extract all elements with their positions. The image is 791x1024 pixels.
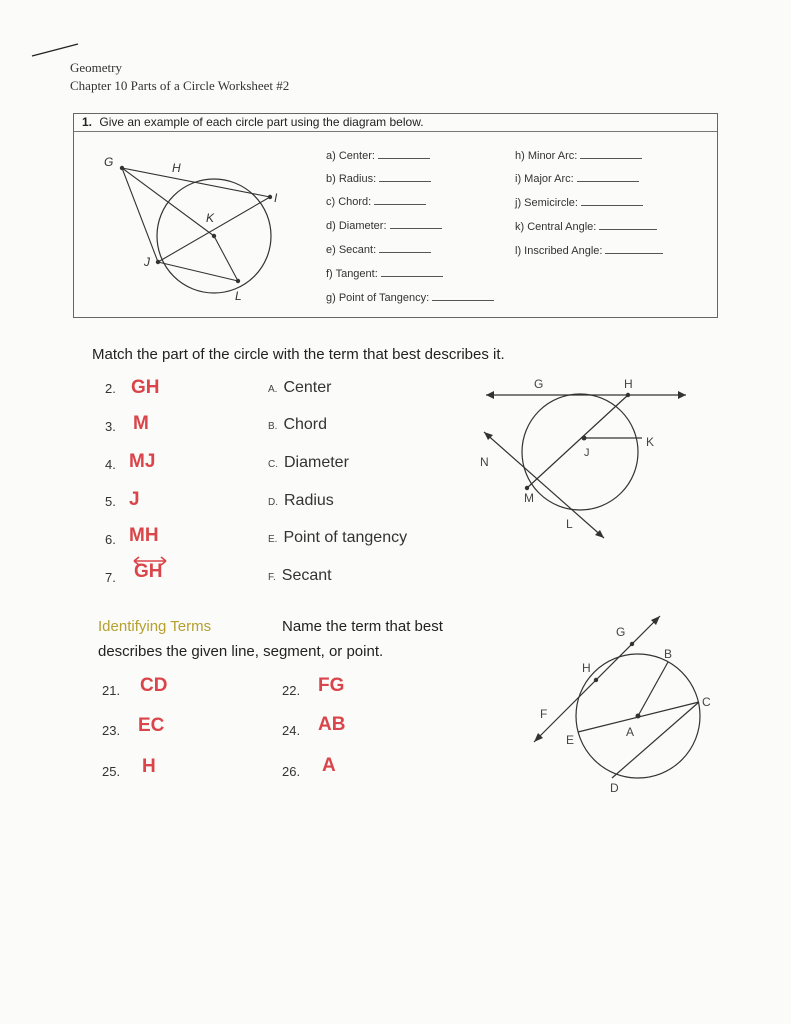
match-answer-6: MH: [129, 525, 159, 546]
answer-blank[interactable]: [379, 243, 431, 253]
answer-blank[interactable]: [432, 291, 494, 301]
match-label-m: M: [524, 491, 534, 505]
match-label-l: L: [566, 517, 573, 531]
identifying-instruction-b: describes the given line, segment, or point.: [98, 643, 384, 660]
pen-mark: [30, 40, 90, 60]
match-option-f: F. Secant: [268, 567, 332, 584]
match-num-5: 5.: [105, 494, 116, 509]
match-answer-2: GH: [131, 377, 160, 398]
identifying-heading: Identifying Terms: [98, 618, 212, 635]
id-label-h: H: [582, 661, 591, 675]
match-answer-4: MJ: [129, 451, 156, 472]
match-answer-5: J: [129, 489, 140, 510]
q1-label-h: H: [172, 161, 181, 175]
id-num-22: 22.: [282, 683, 301, 698]
id-answer-22: FG: [318, 675, 345, 696]
id-label-g: G: [616, 625, 626, 639]
q1-label-j: J: [144, 255, 150, 269]
id-answer-21: CD: [140, 675, 168, 696]
identifying-instruction-a: Name the term that best: [282, 618, 443, 635]
q1-item-e: e) Secant:: [326, 243, 431, 256]
id-label-c: C: [702, 695, 711, 709]
answer-blank[interactable]: [379, 172, 431, 182]
answer-blank[interactable]: [577, 172, 639, 182]
match-label-n: N: [480, 455, 489, 469]
match-num-3: 3.: [105, 419, 116, 434]
id-num-23: 23.: [102, 723, 121, 738]
id-label-b: B: [664, 647, 673, 661]
q1-item-i: i) Major Arc:: [515, 172, 639, 185]
matching-diagram: [470, 370, 700, 550]
q1-item-d: d) Diameter:: [326, 219, 442, 232]
match-option-a: A. Center: [268, 379, 332, 396]
question-1-instruction: Give an example of each circle part using the diagram below.: [99, 115, 424, 129]
q1-item-b: b) Radius:: [326, 172, 431, 185]
match-option-c: C. Diameter: [268, 454, 349, 471]
id-label-e: E: [566, 733, 575, 747]
match-num-2: 2.: [105, 381, 116, 396]
line-arrow-icon: [132, 556, 168, 566]
id-label-f: F: [540, 707, 548, 721]
match-label-k: K: [646, 435, 655, 449]
id-answer-23: EC: [138, 715, 165, 736]
match-label-g: G: [534, 377, 544, 391]
q1-item-h: h) Minor Arc:: [515, 149, 642, 162]
id-num-25: 25.: [102, 764, 121, 779]
q1-item-a: a) Center:: [326, 149, 430, 162]
id-label-d: D: [610, 781, 619, 795]
identifying-diagram: [520, 610, 720, 800]
match-option-d: D. Radius: [268, 492, 334, 509]
matching-instruction: Match the part of the circle with the term that best describes it.: [92, 346, 505, 363]
answer-blank[interactable]: [580, 149, 642, 159]
id-label-a: A: [626, 725, 635, 739]
id-answer-26: A: [322, 755, 336, 776]
match-answer-3: M: [133, 413, 149, 434]
answer-blank[interactable]: [599, 220, 657, 230]
match-num-7: 7.: [105, 570, 116, 585]
q1-item-j: j) Semicircle:: [515, 196, 643, 209]
answer-blank[interactable]: [378, 149, 430, 159]
match-option-e: E. Point of tangency: [268, 529, 408, 546]
answer-blank[interactable]: [374, 195, 426, 205]
answer-blank[interactable]: [381, 267, 443, 277]
id-num-24: 24.: [282, 723, 301, 738]
match-num-6: 6.: [105, 532, 116, 547]
question-1-diagram: [80, 140, 300, 305]
answer-blank[interactable]: [605, 244, 663, 254]
q1-label-g: G: [104, 155, 114, 169]
question-1-number: 1.: [82, 115, 93, 129]
id-num-26: 26.: [282, 764, 301, 779]
match-num-4: 4.: [105, 457, 116, 472]
course-title: Geometry: [70, 60, 122, 75]
q1-label-l: L: [235, 289, 242, 303]
match-label-j: J: [584, 447, 590, 459]
worksheet-subtitle: Chapter 10 Parts of a Circle Worksheet #2: [70, 78, 290, 93]
match-label-h: H: [624, 377, 633, 391]
q1-label-k: K: [206, 211, 215, 225]
id-num-21: 21.: [102, 683, 121, 698]
match-answer-7: GH: [134, 561, 163, 582]
answer-blank[interactable]: [390, 219, 442, 229]
q1-item-g: g) Point of Tangency:: [326, 291, 494, 304]
id-answer-25: H: [142, 756, 156, 777]
id-answer-24: AB: [318, 714, 346, 735]
question-1-title: [74, 114, 717, 132]
q1-item-k: k) Central Angle:: [515, 220, 657, 233]
q1-item-f: f) Tangent:: [326, 267, 443, 280]
q1-label-i: I: [274, 191, 278, 205]
q1-item-l: l) Inscribed Angle:: [515, 244, 663, 257]
match-option-b: B. Chord: [268, 416, 328, 433]
answer-blank[interactable]: [581, 196, 643, 206]
q1-item-c: c) Chord:: [326, 195, 426, 208]
